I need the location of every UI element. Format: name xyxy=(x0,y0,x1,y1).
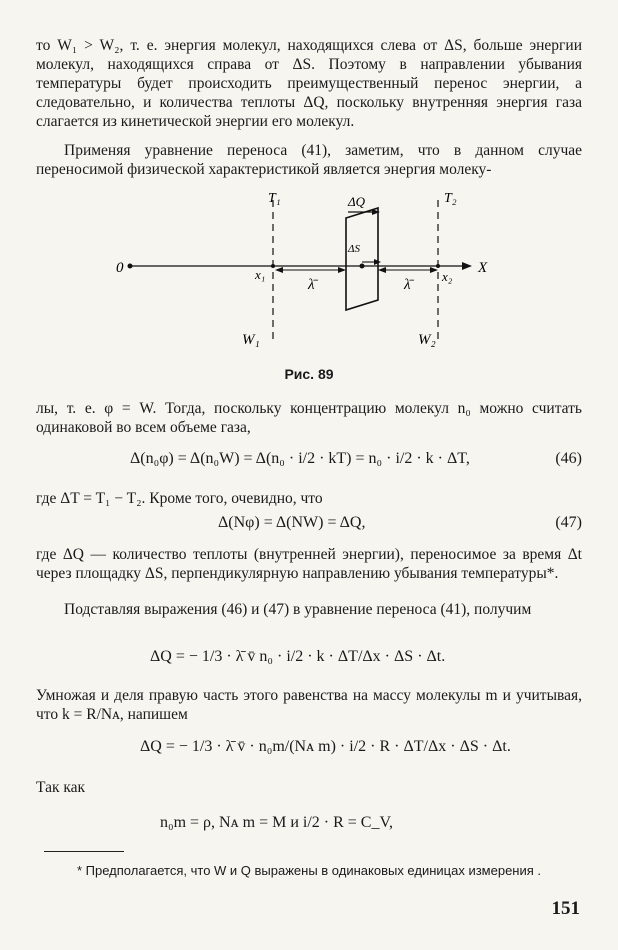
label-X: X xyxy=(478,260,488,276)
equation-46: Δ(n₀φ) = Δ(n₀W) = Δ(n₀ · i/2 · kT) = n₀ · i/2 · k · ΔT, xyxy=(130,450,470,467)
lambda-arrow-right-head-l xyxy=(378,267,386,273)
point-x1 xyxy=(271,264,275,268)
center-point xyxy=(360,264,365,269)
label-W1: W₁ xyxy=(242,332,260,348)
point-x2 xyxy=(436,264,440,268)
area-element xyxy=(346,208,378,310)
paragraph-5: где ΔQ — количество теплоты (внутренней энергии), переносимое за время Δt через площадку ΔS, перпендикулярную направлению убывания температуры*. xyxy=(36,546,582,582)
paragraph-4: где ΔT = T₁ − T₂. Кроме того, очевидно, что xyxy=(36,490,323,507)
equation-46-number: (46) xyxy=(555,450,582,467)
equation-47: Δ(Nφ) = Δ(NW) = ΔQ, xyxy=(218,514,366,531)
page-number: 151 xyxy=(551,898,580,919)
label-O: 0 xyxy=(116,260,124,276)
label-lambda-2: λ̄ xyxy=(404,277,411,293)
equation-47-number: (47) xyxy=(555,514,582,531)
label-W2: W₂ xyxy=(418,332,436,348)
label-lambda-1: λ̄ xyxy=(308,277,315,293)
figure-89 xyxy=(110,188,510,358)
label-dQ: ΔQ xyxy=(348,194,366,209)
lambda-arrow-right-head-r xyxy=(430,267,438,273)
paragraph-2-text: Применяя уравнение переноса (41), заметим, что в данном случае переносимой физической характеристикой является энергия молеку- xyxy=(36,142,582,178)
x-axis-arrow xyxy=(462,262,472,270)
figure-caption: Рис. 89 xyxy=(284,366,334,382)
label-T2: T₂ xyxy=(444,191,457,206)
paragraph-6 xyxy=(36,600,582,619)
label-dS: ΔS xyxy=(348,243,360,255)
label-x1: x₁ xyxy=(255,267,266,282)
footnote-rule xyxy=(44,851,124,852)
lambda-arrow-left-head-r xyxy=(338,267,346,273)
paragraph-1: то W₁ > W₂, т. е. энергия молекул, находящихся слева от ΔS, больше энергии молекул, находящихся справа от ΔS. Поэтому в направлении убывания температуры будет происходить преимущественный перенос энергии, а следовательно, и количества теплоты ΔQ, поскольку внутренняя энергия газа слагается из кинетической энергии его молекул. xyxy=(36,37,582,130)
lambda-arrow-left-head-l xyxy=(275,267,283,273)
paragraph-3: лы, т. е. φ = W. Тогда, поскольку концентрацию молекул n₀ можно считать одинаковой во всем объеме газа, xyxy=(36,400,582,436)
paragraph-7: Умножая и деля правую часть этого равенства на массу молекулы m и учитывая, что k = R/Nᴀ, напишем xyxy=(36,687,582,723)
equation-49: ΔQ = − 1/3 · λ̄ v̄ · n₀m/(Nᴀ m) · i/2 · R · ΔT/Δx · ΔS · Δt. xyxy=(140,738,511,755)
origin-dot xyxy=(128,264,133,269)
equation-48: ΔQ = − 1/3 · λ̄ v̄ n₀ · i/2 · k · ΔT/Δx · ΔS · Δt. xyxy=(150,648,446,665)
label-T1: T₁ xyxy=(268,191,281,206)
equation-50: n₀m = ρ, Nᴀ m = M и i/2 · R = C_V, xyxy=(160,814,393,831)
paragraph-2 xyxy=(36,141,582,179)
paragraph-8: Так как xyxy=(36,779,86,796)
paragraph-6-text: Подставляя выражения (46) и (47) в уравнение переноса (41), получим xyxy=(64,601,532,618)
label-x2: x₂ xyxy=(442,269,453,284)
footnote: * Предполагается, что W и Q выражены в одинаковых единицах измерения . xyxy=(76,863,542,878)
